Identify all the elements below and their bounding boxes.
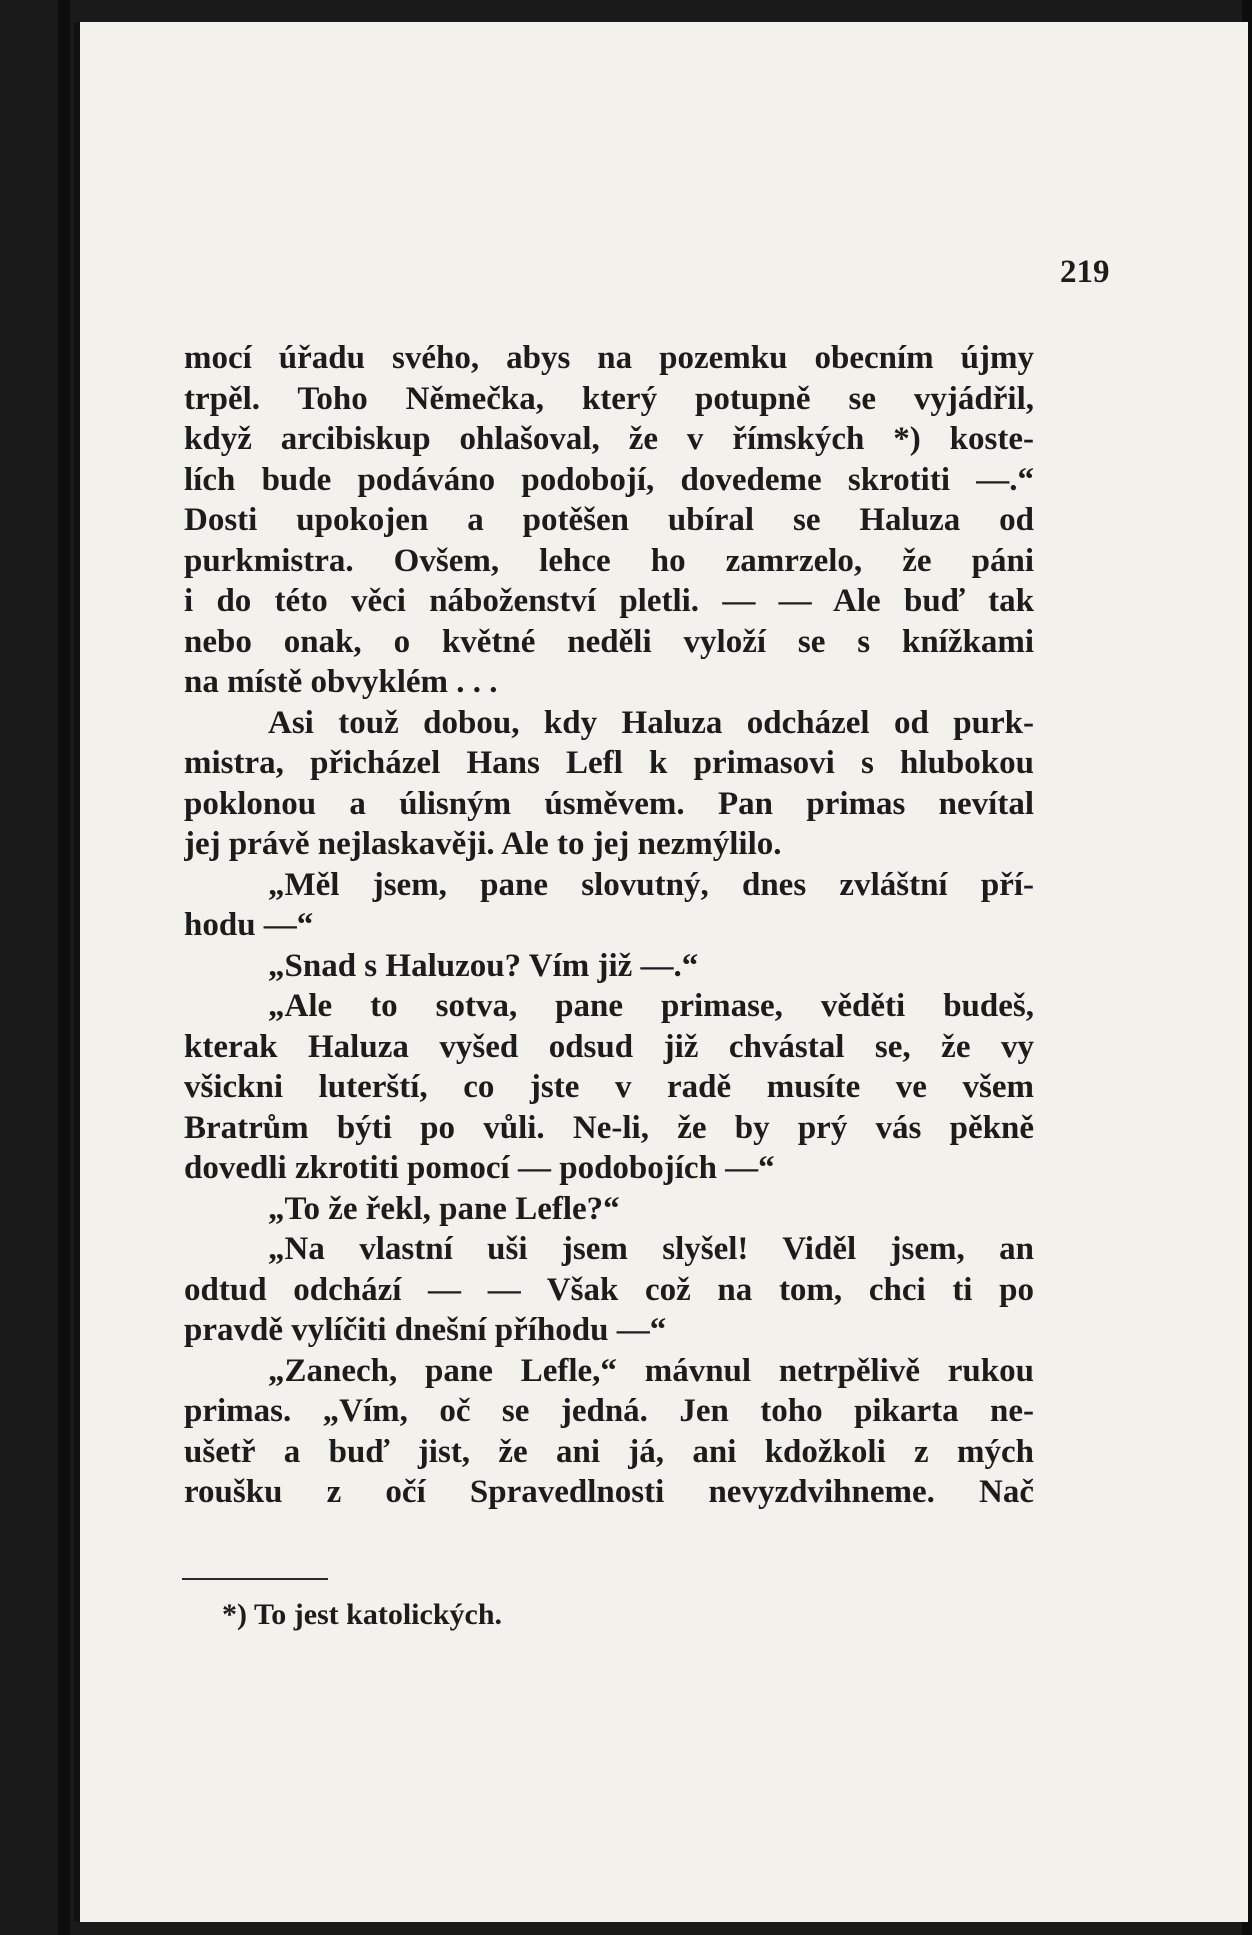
text-line: „Zanech, pane Lefle,“ mávnul netrpělivě rukou [268, 1352, 1034, 1389]
text-line: mistra, přicházel Hans Lefl k primasovi s hlubokou [184, 745, 1034, 781]
text-line: Bratrům býti po vůli. Ne-li, že by prý vás pěkně [184, 1109, 1034, 1146]
text-line: trpěl. Toho Němečka, který potupně se vyjádřil, [184, 380, 1034, 417]
text-line: jej právě nejlaskavěji. Ale to jej nezmýlilo. [184, 826, 782, 862]
text-line: primas. „Vím, oč se jedná. Jen toho pikarta ne- [184, 1393, 1034, 1429]
book-spine-shadow [58, 0, 70, 1935]
text-line: odtud odchází — — Však což na tom, chci ti po [184, 1271, 1034, 1308]
text-line: Asi touž dobou, kdy Haluza odcházel od purk- [268, 704, 1034, 741]
footnote: *) To jest katolických. [222, 1598, 503, 1631]
text-line: roušku z očí Spravedlnosti nevyzdvihneme. Nač [184, 1474, 1034, 1510]
text-line: když arcibiskup ohlašoval, že v římských *) koste- [184, 421, 1034, 457]
text-line: i do této věci náboženství pletli. — — Ale buď tak [184, 583, 1034, 619]
text-line: „Snad s Haluzou? Vím již —.“ [268, 947, 699, 984]
page-number: 219 [1060, 254, 1110, 290]
text-line: na místě obvyklém . . . [184, 664, 498, 700]
text-line: hodu —“ [184, 907, 314, 943]
text-line: „Ale to sotva, pane primase, věděti budeš, [268, 988, 1034, 1024]
text-line: „Měl jsem, pane slovutný, dnes zvláštní pří- [268, 866, 1034, 903]
text-line: ušetř a buď jist, že ani já, ani kdožkoli z mých [184, 1433, 1034, 1470]
footnote-divider [182, 1578, 328, 1580]
text-line: všickni luterští, co jste v radě musíte ve všem [184, 1069, 1034, 1105]
text-line: purkmistra. Ovšem, lehce ho zamrzelo, že páni [184, 542, 1034, 579]
text-line: kterak Haluza vyšed odsud již chvástal se, že vy [184, 1028, 1034, 1065]
text-line: Dosti upokojen a potěšen ubíral se Haluza od [184, 502, 1034, 538]
text-line: „Na vlastní uši jsem slyšel! Viděl jsem, an [268, 1231, 1034, 1267]
text-line: poklonou a úlisným úsměvem. Pan primas nevítal [184, 785, 1034, 822]
text-line: mocí úřadu svého, abys na pozemku obecním újmy [184, 340, 1034, 376]
text-line: „To že řekl, pane Lefle?“ [268, 1190, 620, 1227]
text-line: dovedli zkrotiti pomocí — podobojích —“ [184, 1150, 775, 1186]
text-line: pravdě vylíčiti dnešní příhodu —“ [184, 1312, 667, 1348]
text-line: lích bude podáváno podobojí, dovedeme skrotiti —.“ [184, 461, 1034, 498]
text-line: nebo onak, o květné neděli vyloží se s knížkami [184, 623, 1034, 660]
body-text [184, 338, 1034, 1513]
